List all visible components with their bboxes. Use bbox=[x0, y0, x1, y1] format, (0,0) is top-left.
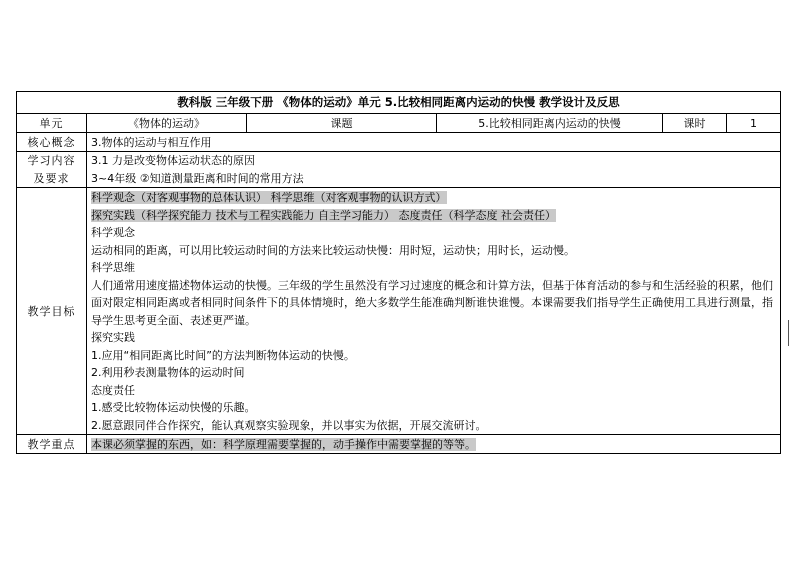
learning-content-label-line2: 及要求 bbox=[33, 171, 70, 185]
period-value: 1 bbox=[727, 114, 781, 133]
unit-value: 《物体的运动》 bbox=[87, 114, 247, 133]
thinking-text: 人们通常用速度描述物体运动的快慢。三年级的学生虽然没有学习过速度的概念和计算方法，但基于体育活动的参与和生活经验的积累，他们面对限定相同距离或者相同时间条件下的具体情境时，绝大多数学生能准确判断谁快谁慢。本课需要我们指导学生正确使用工具进行测量，指导学生思考更全面、表述更严谨。 bbox=[91, 278, 773, 327]
learning-content-value bbox=[87, 152, 781, 188]
core-concept-row bbox=[17, 133, 781, 152]
attitude-item-1: 1.感受比较物体运动快慢的乐趣。 bbox=[91, 401, 256, 414]
objectives-content bbox=[87, 188, 781, 435]
key-points-row bbox=[17, 435, 781, 454]
scrollbar-indicator[interactable] bbox=[788, 320, 789, 346]
key-points-cell bbox=[87, 435, 781, 454]
topic-value: 5.比较相同距离内运动的快慢 bbox=[437, 114, 663, 133]
learning-content-line1: 3.1 力是改变物体运动状态的原因 bbox=[91, 154, 255, 167]
learning-content-label bbox=[17, 152, 87, 188]
thinking-heading: 科学思维 bbox=[91, 261, 135, 274]
core-concept-value: 3.物体的运动与相互作用 bbox=[87, 133, 781, 152]
learning-content-line2: 3~4年级 ②知道测量距离和时间的常用方法 bbox=[91, 171, 304, 185]
concept-heading: 科学观念 bbox=[91, 226, 135, 239]
objectives-highlight1: 科学观念（对客观事物的总体认识） 科学思维（对客观事物的认识方式） bbox=[91, 191, 447, 204]
concept-text: 运动相同的距离，可以用比较运动时间的方法来比较运动快慢：用时短，运动快；用时长，运动慢。 bbox=[91, 243, 575, 257]
attitude-heading: 态度责任 bbox=[91, 383, 135, 397]
objectives-label: 教学目标 bbox=[17, 188, 87, 435]
unit-label: 单元 bbox=[17, 114, 87, 133]
info-row bbox=[17, 114, 781, 133]
lesson-plan-table bbox=[16, 91, 781, 454]
objectives-highlight-line1 bbox=[91, 189, 776, 207]
practice-item-1: 1.应用“相同距离比时间”的方法判断物体运动的快慢。 bbox=[91, 348, 355, 362]
key-points-value: 本课必须掌握的东西，如：科学原理需要掌握的，动手操作中需要掌握的等等。 bbox=[91, 437, 476, 451]
lesson-plan-document bbox=[16, 91, 780, 454]
learning-content-row bbox=[17, 152, 781, 188]
key-points-label: 教学重点 bbox=[17, 435, 87, 454]
title-row bbox=[17, 92, 781, 114]
practice-heading: 探究实践 bbox=[91, 331, 135, 344]
attitude-item-2: 2.愿意跟同伴合作探究，能认真观察实验现象，并以事实为依据，开展交流研讨。 bbox=[91, 418, 487, 432]
objectives-row bbox=[17, 188, 781, 435]
learning-content-label-line1: 学习内容 bbox=[27, 154, 76, 167]
period-label: 课时 bbox=[663, 114, 727, 133]
practice-item-2: 2.利用秒表测量物体的运动时间 bbox=[91, 366, 245, 379]
core-concept-label: 核心概念 bbox=[17, 133, 87, 152]
topic-label: 课题 bbox=[247, 114, 437, 133]
document-title: 教科版 三年级下册 《物体的运动》单元 5.比较相同距离内运动的快慢 教学设计及反思 bbox=[17, 92, 781, 114]
objectives-highlight-line2 bbox=[91, 207, 776, 225]
objectives-highlight2: 探究实践（科学探究能力 技术与工程实践能力 自主学习能力） 态度责任（科学态度 社会责任） bbox=[91, 208, 556, 222]
